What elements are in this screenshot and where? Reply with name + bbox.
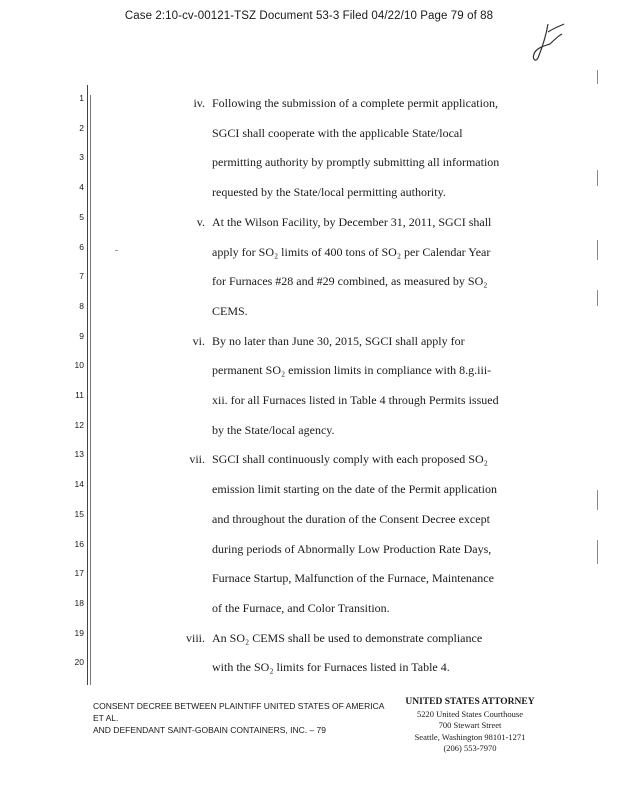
body-text-line: and throughout the duration of the Consent Decree except [212, 511, 490, 526]
line-number: 3 [79, 152, 84, 163]
body-text-line: during periods of Abnormally Low Production Rate Days, [212, 541, 492, 556]
scan-mark [597, 540, 598, 564]
body-text-line: At the Wilson Facility, by December 31, 2011, SGCI shall [212, 214, 492, 229]
scan-mark [597, 490, 598, 510]
us-attorney-block [365, 697, 575, 755]
line-number: 20 [74, 657, 84, 668]
item-numeral: iv. [193, 96, 205, 110]
body-text-line: permitting authority by promptly submitting all information [212, 155, 500, 170]
line-number: 16 [74, 538, 84, 549]
line-number: 2 [79, 122, 84, 133]
footer-caption [93, 700, 393, 736]
scan-speck [115, 250, 118, 251]
body-text-line: xii. for all Furnaces listed in Table 4 through Permits issued [212, 393, 499, 407]
body-text-line: by the State/local agency. [212, 422, 335, 437]
handwritten-signature-mark [528, 18, 568, 66]
body-text-line: of the Furnace, and Color Transition. [212, 600, 390, 615]
body-text-line: for Furnaces #28 and #29 combined, as measured by SO₂ [212, 274, 488, 289]
scan-mark [597, 240, 598, 260]
scan-mark [597, 70, 598, 84]
line-number: 9 [79, 330, 84, 341]
body-text-line: CEMS. [212, 303, 248, 318]
item-numeral: vi. [192, 333, 205, 348]
line-number: 6 [79, 241, 84, 252]
line-number: 12 [74, 419, 84, 430]
body-text-line: SGCI shall cooperate with the applicable State/local [212, 125, 463, 140]
office-address-line2: 700 Stewart Street [438, 720, 502, 730]
item-numeral: viii. [185, 630, 205, 645]
line-number: 7 [79, 271, 84, 282]
body-text-line: By no later than June 30, 2015, SGCI shall apply for [212, 333, 465, 348]
line-number: 10 [74, 360, 84, 371]
body-text-line: with the SO₂ limits for Furnaces listed in Table 4. [212, 660, 450, 675]
left-margin-rule [87, 85, 88, 685]
body-text-line: An SO₂ CEMS shall be used to demonstrate compliance [212, 630, 483, 645]
scan-mark [597, 290, 598, 306]
line-number: 15 [74, 508, 84, 519]
line-number: 19 [74, 627, 84, 638]
scan-mark [597, 170, 598, 186]
body-text-line: apply for SO₂ limits of 400 tons of SO₂ per Calendar Year [212, 244, 491, 259]
line-number: 14 [74, 479, 84, 490]
line-number: 11 [75, 390, 84, 400]
body-text-line: SGCI shall continuously comply with each proposed SO₂ [212, 452, 488, 467]
body-text-line: emission limit starting on the date of the Permit application [212, 482, 497, 497]
line-number: 8 [79, 300, 84, 311]
item-numeral: vii. [189, 452, 205, 467]
line-number: 18 [74, 597, 84, 608]
line-number: 13 [74, 449, 84, 460]
body-text-line: Furnace Startup, Malfunction of the Furnace, Maintenance [212, 571, 494, 586]
body-text-line: requested by the State/local permitting authority. [212, 185, 446, 200]
office-phone: (206) 553-7970 [443, 743, 497, 753]
line-number: 1 [79, 93, 84, 103]
footer-caption-line2: AND DEFENDANT SAINT-GOBAIN CONTAINERS, INC. – 79 [93, 725, 327, 735]
footer-caption-line1: CONSENT DECREE BETWEEN PLAINTIFF UNITED STATES OF AMERICA ET AL. [93, 701, 384, 723]
office-address-line3: Seattle, Washington 98101-1271 [414, 731, 526, 742]
case-header: Case 2:10-cv-00121-TSZ Document 53-3 Filed 04/22/10 Page 79 of 88 [124, 10, 494, 22]
line-number: 5 [79, 211, 84, 222]
body-text-line: Following the submission of a complete permit application, [212, 96, 498, 110]
office-title: UNITED STATES ATTORNEY [405, 697, 535, 707]
line-number: 4 [79, 182, 84, 193]
item-numeral: v. [196, 214, 205, 229]
office-address-line1: 5220 United States Courthouse [416, 708, 523, 719]
line-number: 17 [74, 568, 84, 579]
body-text-line: permanent SO₂ emission limits in compliance with 8.g.iii- [212, 363, 492, 378]
left-margin-rule-inner [90, 95, 91, 685]
